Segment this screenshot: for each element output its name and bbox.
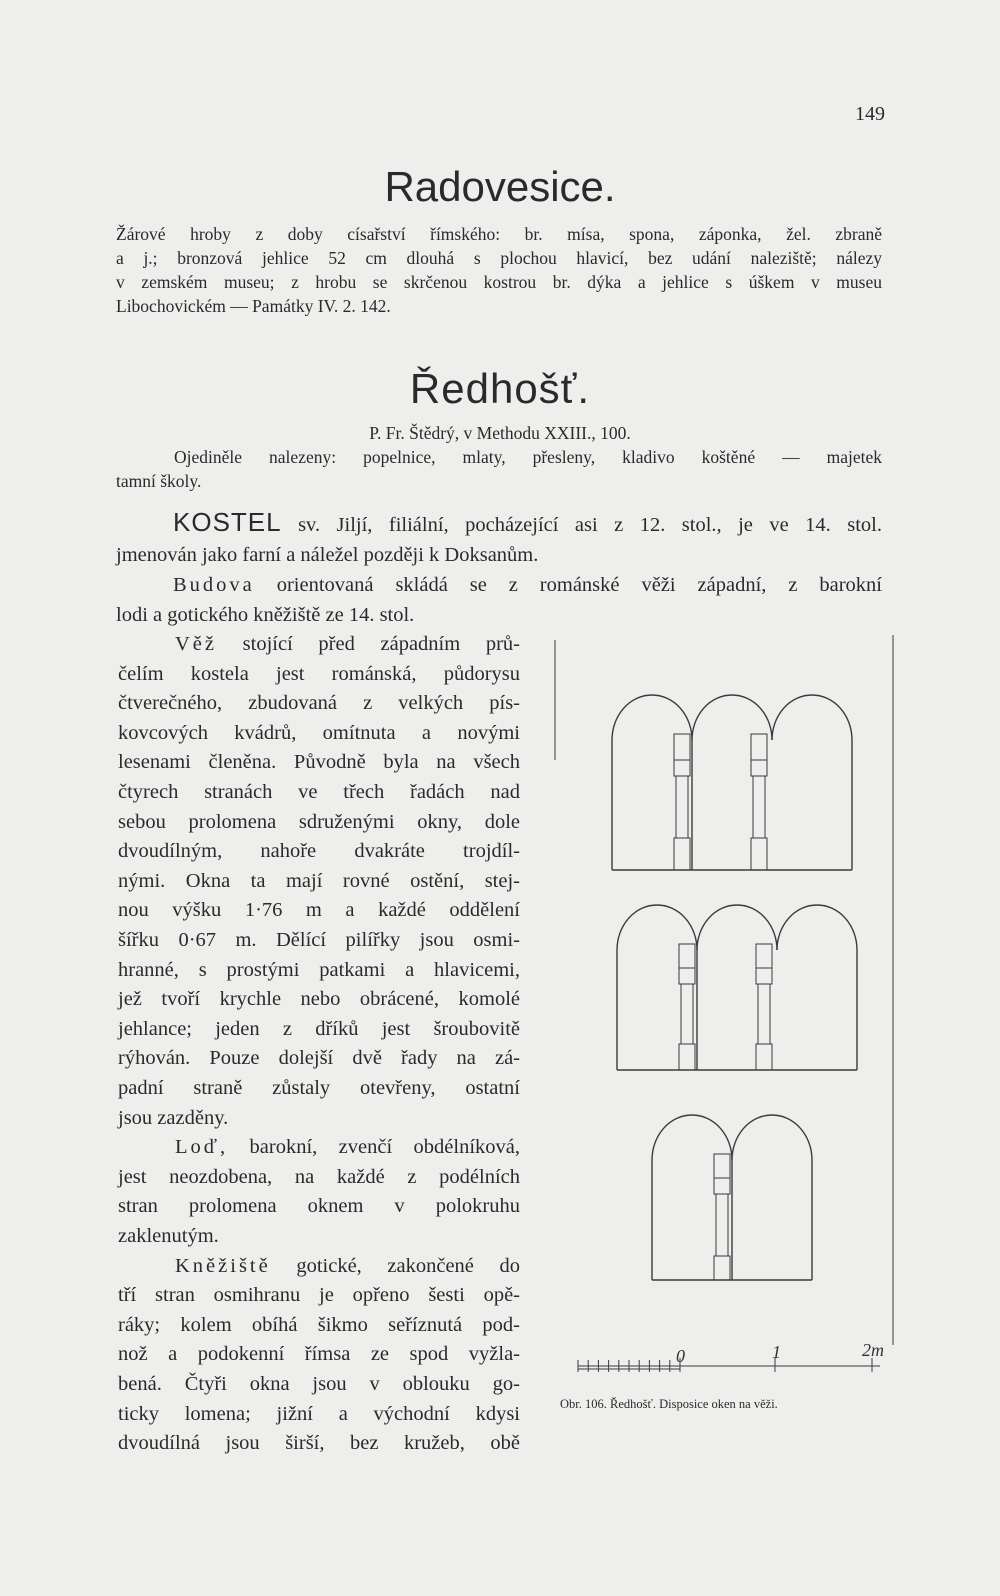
- column-text-line: čtyrech stranách ve třech řadách nad: [118, 781, 520, 803]
- column-text-line: tří stran osmihranu je opřeno šesti opě-: [118, 1284, 520, 1306]
- column-text-line: čelím kostela jest románská, půdorysu: [118, 663, 520, 685]
- budova-text: orientovaná skládá se z románské věži západní, z barokní: [276, 574, 883, 596]
- column-text-line: dvoudílným, nahoře dvakráte trojdíl-: [118, 840, 520, 862]
- budova-lead: Budova: [173, 574, 255, 596]
- paragraph-radovesice-line: Libochovickém — Památky IV. 2. 142.: [116, 296, 391, 316]
- paragraph-radovesice-line: Žárové hroby z doby císařství římského: br. mísa, spona, záponka, žel. zbraně: [116, 224, 882, 244]
- column-text-line: hranné, s prostými patkami a hlavicemi,: [118, 959, 520, 981]
- scale-zero-label: 0: [676, 1346, 685, 1366]
- column-text-line: ráky; kolem obíhá šikmo seříznutá pod-: [118, 1314, 520, 1336]
- heading-radovesice: Radovesice.: [384, 163, 616, 210]
- heading-redhost: Ředhošť.: [409, 365, 591, 412]
- column-text-line: rýhován. Pouze dolejší dvě řady na zá-: [118, 1047, 520, 1069]
- column-text-line: jsou zazděny.: [118, 1107, 229, 1129]
- scale-one-label: 1: [772, 1342, 781, 1362]
- spaced-lead-word: Věž: [175, 633, 218, 655]
- column-text-line: jest neozdobena, na každé z podélních: [118, 1166, 520, 1188]
- figure-caption: Obr. 106. Ředhošť. Disposice oken na věži.: [560, 1397, 778, 1411]
- column-text-line: nými. Okna ta mají rovné ostění, stej-: [118, 870, 520, 892]
- column-text-line: kovcových kvádrů, omítnuta a novými: [118, 722, 520, 744]
- column-text-line: stran prolomena oknem v polokruhu: [118, 1195, 520, 1217]
- column-text-line: dvoudílná jsou širší, bez kružeb, obě: [118, 1432, 520, 1454]
- paragraph-redhost-line: Ojediněle nalezeny: popelnice, mlaty, přesleny, kladivo koštěné — majetek: [174, 447, 882, 467]
- column-text-line: sebou prolomena sdruženými okny, dole: [118, 811, 520, 833]
- column-text-line: jež tvoří krychle nebo obrácené, komolé: [118, 988, 520, 1010]
- kostel-lead: KOSTEL: [173, 507, 282, 537]
- middle-window-triple: [617, 905, 857, 1070]
- top-window-triple: [612, 695, 852, 870]
- column-text-line: ticky lomena; jižní a východní kdysi: [118, 1403, 520, 1425]
- paragraph-radovesice-line: v zemském museu; z hrobu se skrčenou kostrou br. dýka a jehlice s úškem v museu: [116, 272, 882, 292]
- line-text: stojící před západním prů-: [217, 633, 520, 655]
- scale-end-label: 2m: [862, 1340, 884, 1360]
- spaced-lead-word: Loď,: [175, 1136, 229, 1158]
- bottom-window-double: [652, 1115, 812, 1280]
- page-number: 149: [855, 103, 885, 125]
- column-text-line: jehlance; jeden z dříků jest šroubovitě: [118, 1018, 520, 1040]
- paragraph-redhost-line: tamní školy.: [116, 471, 202, 491]
- kostel-text: sv. Jiljí, filiální, pocházející asi z 12. stol., je ve 14. stol.: [298, 514, 882, 536]
- column-text-line: zaklenutým.: [118, 1225, 219, 1247]
- column-text-line: lesenami členěna. Původně byla na všech: [118, 751, 520, 773]
- source-reference: P. Fr. Štědrý, v Methodu XXIII., 100.: [369, 423, 631, 443]
- column-text-line: padní straně zůstaly otevřeny, ostatní: [118, 1077, 520, 1099]
- column-text-line: šířku 0·67 m. Dělící pilířky jsou osmi-: [118, 929, 520, 951]
- line-text: barokní, zvenčí obdélníková,: [228, 1136, 520, 1158]
- line-text: gotické, zakončené do: [270, 1255, 520, 1277]
- column-text-line: čtverečného, zbudovaná z velkých pís-: [118, 692, 520, 714]
- spaced-lead-word: Kněžiště: [175, 1255, 271, 1277]
- column-text-line: bená. Čtyři okna jsou v oblouku go-: [118, 1373, 520, 1395]
- budova-line-2: lodi a gotického kněžiště ze 14. stol.: [116, 604, 415, 626]
- column-text-line: nou výšku 1·76 m a každé oddělení: [118, 899, 520, 921]
- scale-bar: [578, 1340, 884, 1372]
- paragraph-radovesice-line: a j.; bronzová jehlice 52 cm dlouhá s plochou hlavicí, bez udání naleziště; nálezy: [116, 248, 882, 268]
- column-text-line: nož a podokenní římsa ze spod vyžla-: [118, 1343, 520, 1365]
- kostel-line-2: jmenován jako farní a náležel později k Doksanům.: [116, 544, 539, 566]
